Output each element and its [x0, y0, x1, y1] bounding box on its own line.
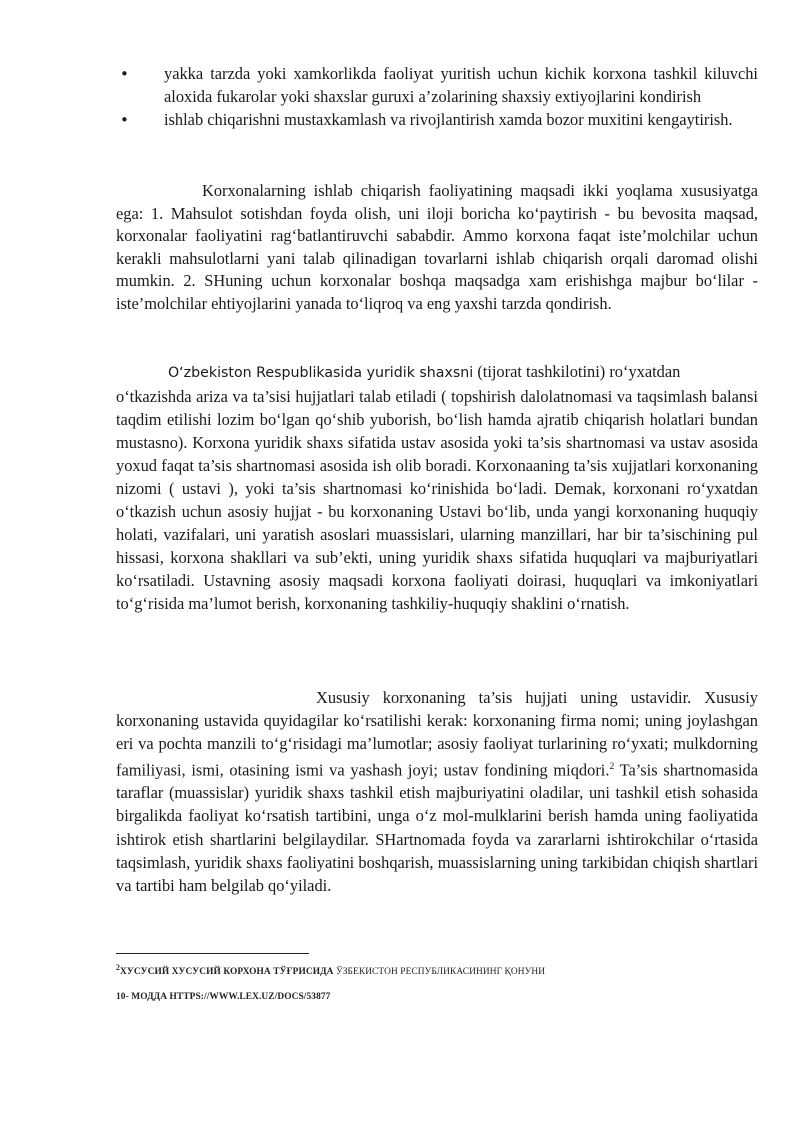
footnote-mark: 2 [116, 963, 121, 972]
list-item [118, 63, 758, 108]
bullet-text: yakka tarzda yoki xamkorlikda faoliyat yuritish uchun kichik korxona tashkil kiluvchi aloxida fukarolar yoki shaxslar guruxi a’zolarining shaxsiy extiyojlarini kondirish [164, 64, 758, 106]
bullet-icon: • [120, 65, 129, 83]
paragraph-lead-sans: O‘zbekiston Respublikasida yuridik shaxsni [168, 365, 474, 381]
paragraph-text: Xususiy korxonaning ta’sis hujjati uning ustavidir. Xususiy korxonaning ustavida quyidagilar ko‘rsatilishi kerak: korxonaning firma nomi; uning joylashgan eri va pochta manzili to‘g‘risidagi ma’lumotlar; asosiy faoliyat turlarining ro‘yxati; mulkdorning familiyasi, ismi, otasining ismi va yashash joyi; ustav fondining miqdori. [116, 688, 758, 780]
footnote-reference[interactable]: 2 [609, 761, 615, 772]
bullet-icon: • [120, 111, 129, 129]
paragraph-registration: o‘tkazishda ariza va ta’sisi hujjatlari talab etiladi ( topshirish dalolatnomasi va taqsimlash balansi taqdim etilishi lozim bo‘lgan qo‘shib yuborish, bo‘lish hamda ajratib chiqarish holatlari bundan mustasno). Korxona yuridik shaxs sifatida ustav asosida yoki ta’sis shartnomasi va ustav asosida yoxud faqat ta’sis shartnomasi asosida ish olib boradi. Korxonaaning ta’sis xujjatlari korxonaning nizomi ( ustavi ), yoki ta’sis shartnomasi ko‘rinishida bo‘ladi. Demak, korxonani ro‘yxatdan o‘tkazish uchun asosiy hujjat - bu korxonaning Ustavi bo‘lib, unda yangi korxonaning huquqiy holati, vazifalari, uni yaratish asoslari muassislari, ularning manzillari, har bir ta’sischining pul hissasi, korxona shakllari va sub’ekti, uning yuridik shaxs sifatida huquqlari va majburiyatlari ko‘rsatiladi. Ustavning asosiy maqsadi korxona faoliyati doirasi, huquqlari va imkoniyatlari to‘g‘risida ma’lumot berish, korxonaning tashkiliy-huquqiy shaklini o‘rnatish. [116, 387, 758, 614]
footnote-link[interactable]: 10- МОДДА HTTPS://WWW.LEX.UZ/DOCS/53877 [116, 992, 331, 1002]
paragraph-lead-rest: (tijorat tashkilotini) ro‘yxatdan [473, 362, 681, 381]
paragraph-text: Ta’sis shartnomasida taraflar (muassislar) yuridik shaxs tashkil etish majburiyatini oladilar, uni tashkil etish sohasida birgalikda faoliyat ko‘rsatish tartibini, unga o‘z mol-mulklarini berish hamda uning faoliyatida ishtirok etish shartlarini belgilaydilar. SHartnomada foyda va zararlarni ishtirokchilar o‘rtasida taqsimlash, yuridik shaxs faoliyatini boshqarish, muassislarning uning tarkibidan chiqish shartlari va tartibi ham belgilab qo‘yiladi. [116, 760, 758, 896]
footnote-source: ЎЗБЕКИСТОН РЕСПУБЛИКАСИНИНГ ҚОНУНИ [333, 967, 546, 978]
footnote [116, 963, 545, 977]
bullet-list [118, 63, 758, 133]
footnote-title: ХУСУСИЙ ХУСУСИЙ КОРХОНА ТЎҒРИСИДА [120, 967, 334, 978]
footnote-divider [116, 953, 309, 954]
bullet-text: ishlab chiqarishni mustaxkamlash va rivojlantirish xamda bozor muxitini kengaytirish. [164, 110, 733, 129]
paragraph-registration-lead [116, 360, 758, 385]
list-item [118, 109, 758, 132]
paragraph-charter [116, 686, 758, 897]
paragraph-goals: Korxonalarning ishlab chiqarish faoliyatining maqsadi ikki yoqlama xususiyatga ega: 1. Mahsulot sotishdan foyda olish, uni iloji boricha ko‘paytirish - bu bevosita maqsad, korxonalar faoliyatini rag‘batlantiruvchi sababdir. Ammo korxona faqat iste’molchilar uchun kerakli mahsulotlarni yani talab qilinadigan tovarlarni ishlab chiqarish orqali daromad olishi mumkin. 2. SHuning uchun korxonalar boshqa maqsadga xam erishishga majbur bo‘lilar - iste’molchilar ehtiyojlarini yanada to‘liqroq va eng yaxshi tarzda qondirish. [116, 181, 758, 313]
